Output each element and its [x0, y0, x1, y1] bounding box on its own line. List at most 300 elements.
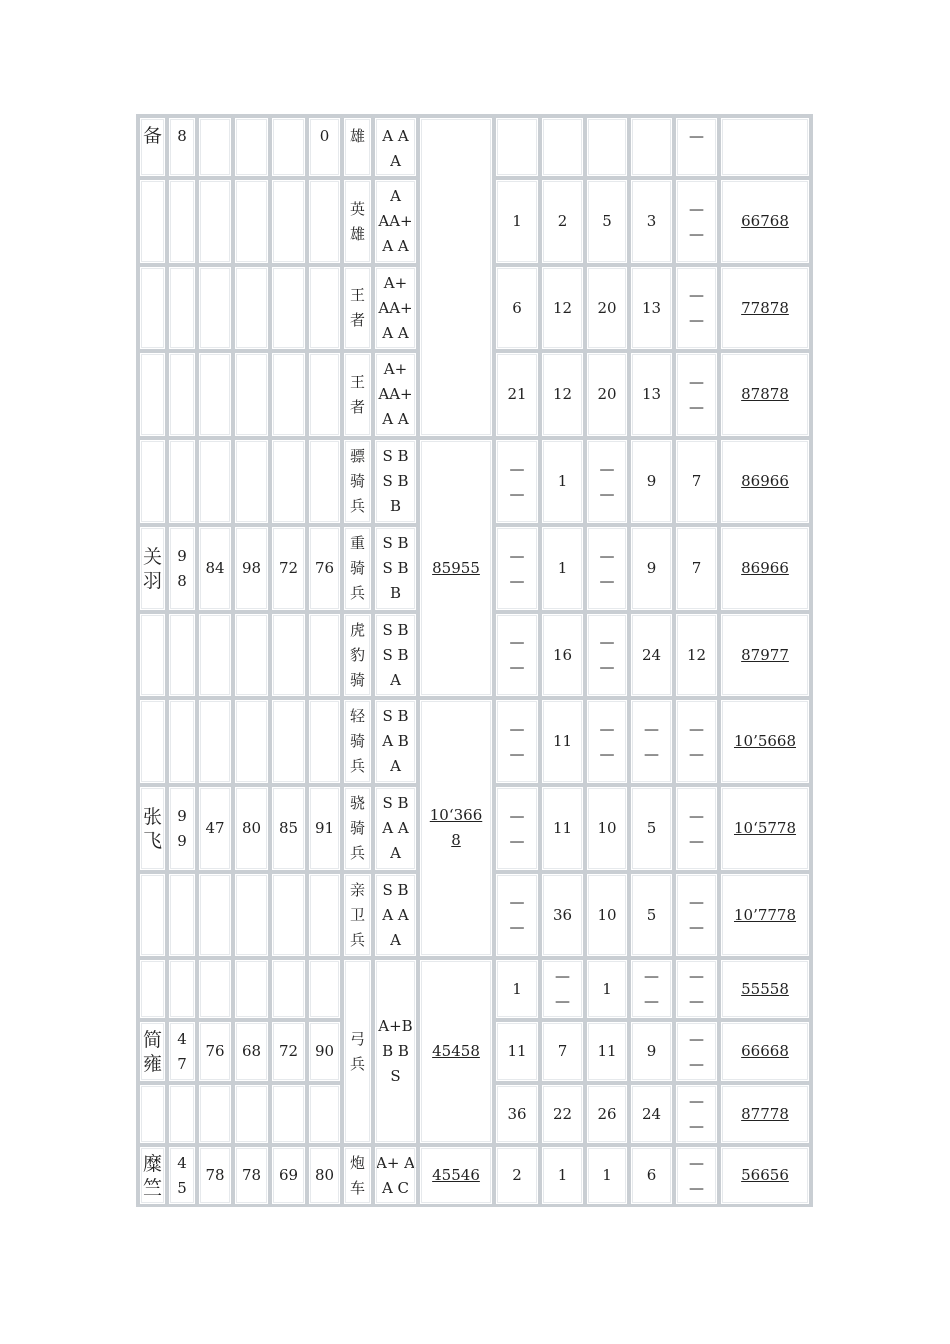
stat-cell	[540, 1083, 585, 1145]
stat-cell-text: 11	[507, 1042, 527, 1060]
unit-name-text: 亲 卫 兵	[349, 880, 365, 949]
stat-cell	[629, 612, 674, 698]
empty-cell	[270, 612, 307, 698]
empty-cell	[233, 351, 270, 438]
general-name-text: 备	[142, 125, 162, 147]
empty-cell	[233, 1083, 270, 1145]
attr-cell	[270, 116, 307, 178]
unit-value[interactable]	[719, 872, 811, 958]
unit-value-text[interactable]: 10‘5778	[733, 819, 797, 837]
unit-cost[interactable]	[418, 698, 494, 958]
attr-cell-text: 69	[278, 1166, 299, 1184]
stat-cell-text: 36	[507, 1104, 527, 1123]
unit-name-text: 重 骑 兵	[349, 534, 365, 602]
unit-value-text[interactable]: 77878	[741, 298, 789, 317]
attr-cell	[307, 1020, 342, 1083]
stat-cell	[540, 116, 585, 178]
stat-cell-text: — —	[689, 286, 704, 329]
stat-cell	[494, 351, 540, 438]
unit-grades	[373, 612, 418, 698]
stat-cell-text: — —	[599, 459, 615, 503]
empty-cell	[167, 612, 197, 698]
stat-cell	[540, 698, 585, 785]
stat-cell	[629, 698, 674, 785]
empty-cell	[138, 612, 167, 698]
stat-cell	[629, 1145, 674, 1206]
unit-cost-text[interactable]: 45546	[432, 1166, 480, 1184]
unit-cost[interactable]	[418, 438, 494, 698]
empty-cell	[233, 872, 270, 958]
attr-cell-text: 78	[241, 1166, 262, 1184]
stat-cell-text: 1	[602, 979, 612, 998]
unit-value[interactable]	[719, 1145, 811, 1206]
attr-cell	[197, 116, 233, 178]
empty-cell	[307, 265, 342, 351]
unit-name	[342, 958, 373, 1145]
general-name-text: 关 羽	[142, 545, 162, 592]
unit-grades	[373, 438, 418, 525]
unit-value-text[interactable]: 56656	[741, 1166, 789, 1184]
general-name	[138, 116, 167, 178]
stat-cell-text: — —	[509, 633, 525, 676]
stat-cell	[629, 1083, 674, 1145]
stat-cell	[494, 1020, 540, 1083]
stat-cell	[585, 265, 629, 351]
unit-cost-text[interactable]: 45458	[432, 1042, 480, 1060]
unit-value-text[interactable]: 10’7778	[733, 905, 797, 924]
attr-cell	[270, 1145, 307, 1206]
unit-value-text[interactable]: 87778	[741, 1104, 789, 1123]
stat-cell-text: 2	[512, 1166, 522, 1184]
stat-cell-text: — —	[599, 546, 615, 590]
unit-name	[342, 116, 373, 178]
stat-cell-text: 12	[552, 385, 573, 403]
unit-name-text: 雄	[349, 127, 365, 145]
empty-cell	[138, 1083, 167, 1145]
attr-cell-text: 91	[314, 819, 335, 837]
stat-cell	[674, 1145, 719, 1206]
empty-cell	[167, 438, 197, 525]
stat-cell	[585, 1145, 629, 1206]
attr-cell	[307, 1145, 342, 1206]
attr-cell-text: 72	[278, 559, 299, 577]
unit-name-text: 弓 兵	[349, 1029, 365, 1073]
stat-cell	[540, 785, 585, 872]
attr-cell-text: 98	[241, 559, 262, 577]
attr-cell-text: 76	[205, 1042, 225, 1060]
stat-cell-text: — —	[689, 1029, 704, 1073]
stat-cell-text: — —	[509, 893, 525, 936]
stat-cell-text: —	[689, 127, 704, 145]
stat-cell	[585, 698, 629, 785]
stat-cell	[629, 525, 674, 612]
attr-cell	[307, 525, 342, 612]
general-name-text: 张 飞	[142, 805, 162, 852]
stat-cell-text: 11	[552, 732, 573, 750]
attr-cell-text: 9 9	[177, 806, 187, 850]
stat-cell-text: — —	[689, 1153, 704, 1197]
stat-cell	[494, 116, 540, 178]
stat-cell-text: 21	[507, 385, 527, 403]
empty-cell	[233, 612, 270, 698]
stat-cell-text: 1	[512, 212, 522, 230]
stat-cell	[494, 1145, 540, 1206]
stat-cell	[585, 958, 629, 1020]
stat-cell-text: 5	[646, 905, 657, 924]
attr-cell-text: 68	[241, 1042, 262, 1060]
stat-cell	[540, 1145, 585, 1206]
unit-name	[342, 438, 373, 525]
unit-name-text: 王 者	[349, 286, 365, 329]
stat-cell-text: — —	[689, 893, 704, 936]
stat-cell	[494, 525, 540, 612]
stat-cell-text: — —	[599, 719, 615, 763]
stat-cell	[494, 1083, 540, 1145]
attr-cell	[197, 785, 233, 872]
empty-cell	[307, 958, 342, 1020]
stat-cell-text: — —	[555, 967, 570, 1010]
empty-cell	[270, 178, 307, 265]
unit-value[interactable]	[719, 612, 811, 698]
unit-value-text[interactable]: 87977	[741, 645, 789, 664]
empty-cell	[197, 872, 233, 958]
stat-cell	[674, 612, 719, 698]
stat-cell-text: 7	[691, 472, 702, 490]
stat-cell	[494, 698, 540, 785]
attr-cell-text: 90	[314, 1042, 335, 1060]
attr-cell-text: 4 7	[177, 1029, 187, 1073]
unit-grades-text: A AA+ A A	[378, 187, 413, 255]
empty-cell	[270, 958, 307, 1020]
unit-value[interactable]	[719, 1083, 811, 1145]
unit-name	[342, 351, 373, 438]
empty-cell	[197, 612, 233, 698]
empty-cell	[167, 958, 197, 1020]
stat-cell-text: — —	[509, 719, 525, 763]
unit-value[interactable]	[719, 351, 811, 438]
attr-cell-text: 78	[205, 1166, 225, 1184]
unit-grades	[373, 351, 418, 438]
empty-cell	[197, 958, 233, 1020]
stat-cell-text: 24	[641, 1104, 662, 1123]
unit-name	[342, 265, 373, 351]
stat-cell	[585, 785, 629, 872]
stat-cell-text: — —	[599, 633, 615, 676]
attr-cell-text: 76	[314, 559, 335, 577]
stat-cell	[494, 438, 540, 525]
stat-cell	[674, 351, 719, 438]
attr-cell	[233, 525, 270, 612]
empty-cell	[167, 698, 197, 785]
stat-cell	[629, 265, 674, 351]
stat-cell	[674, 958, 719, 1020]
unit-grades	[373, 698, 418, 785]
unit-value[interactable]	[719, 785, 811, 872]
stat-cell-text: 1	[557, 472, 568, 490]
unit-name-text: 炮 车	[349, 1153, 365, 1197]
stat-cell-text: 10	[597, 905, 617, 924]
empty-cell	[167, 1083, 197, 1145]
empty-cell	[197, 1083, 233, 1145]
unit-value-text[interactable]: 66668	[741, 1042, 789, 1060]
unit-cost-text[interactable]: 10‘366 8	[429, 806, 483, 849]
empty-cell	[138, 872, 167, 958]
unit-grades-text: S B A A A	[382, 794, 409, 862]
empty-cell	[307, 612, 342, 698]
stat-cell	[540, 1020, 585, 1083]
stat-cell-text: 22	[552, 1104, 573, 1123]
stat-cell-text: — —	[644, 967, 659, 1010]
empty-cell	[197, 178, 233, 265]
empty-cell	[138, 958, 167, 1020]
attr-cell	[233, 116, 270, 178]
unit-value[interactable]	[719, 178, 811, 265]
stat-cell-text: 9	[646, 472, 657, 490]
stat-cell	[494, 785, 540, 872]
empty-cell	[270, 872, 307, 958]
unit-value[interactable]	[719, 1020, 811, 1083]
unit-name	[342, 178, 373, 265]
unit-grades-text: A+ AA+ A A	[378, 273, 413, 342]
stat-cell	[585, 116, 629, 178]
stat-cell	[585, 525, 629, 612]
unit-name-text: 骠 骑 兵	[349, 447, 365, 515]
empty-cell	[167, 351, 197, 438]
stat-cell	[540, 872, 585, 958]
stat-cell-text: 20	[597, 385, 617, 403]
empty-cell	[307, 1083, 342, 1145]
unit-value-text[interactable]: 55558	[741, 979, 789, 998]
unit-name-text: 英 雄	[349, 199, 365, 243]
attr-cell	[233, 1145, 270, 1206]
stat-cell-text: 26	[597, 1104, 617, 1123]
general-name	[138, 1020, 167, 1083]
stat-cell-text: 6	[512, 298, 522, 317]
empty-cell	[197, 438, 233, 525]
attr-cell-text: 84	[205, 559, 225, 577]
stat-cell	[585, 438, 629, 525]
stat-cell	[674, 1083, 719, 1145]
unit-cost	[418, 116, 494, 438]
attr-cell	[307, 785, 342, 872]
stat-cell	[494, 872, 540, 958]
empty-cell	[197, 698, 233, 785]
unit-grades	[373, 116, 418, 178]
attr-cell	[197, 1145, 233, 1206]
unit-name-text: 虎 豹 骑	[349, 620, 365, 689]
stat-cell	[674, 785, 719, 872]
stat-cell-text: 13	[641, 385, 662, 403]
unit-grades-text: A A A	[382, 127, 409, 170]
unit-value[interactable]	[719, 525, 811, 612]
attr-cell	[270, 525, 307, 612]
empty-cell	[307, 351, 342, 438]
unit-name	[342, 872, 373, 958]
unit-value-text[interactable]: 66768	[741, 212, 789, 230]
stat-cell	[674, 525, 719, 612]
attr-cell-text: 8	[177, 127, 187, 145]
stat-cell-text: 9	[646, 1042, 657, 1060]
stat-cell-text: — —	[509, 546, 525, 590]
unit-value[interactable]	[719, 116, 811, 178]
stat-cell	[674, 116, 719, 178]
unit-name	[342, 525, 373, 612]
empty-cell	[138, 351, 167, 438]
stat-cell	[494, 178, 540, 265]
attr-cell	[167, 525, 197, 612]
unit-value-text[interactable]: 87878	[741, 385, 789, 403]
attr-cell-text: 47	[205, 819, 225, 837]
unit-grades	[373, 1145, 418, 1206]
stat-cell	[585, 1083, 629, 1145]
empty-cell	[138, 438, 167, 525]
stat-cell	[540, 612, 585, 698]
attr-cell	[197, 525, 233, 612]
unit-grades-text: S B S B B	[382, 447, 409, 515]
stat-cell-text: 12	[686, 645, 707, 664]
stat-cell-text: — —	[689, 1092, 704, 1135]
unit-name-text: 骁 骑 兵	[349, 794, 365, 862]
stat-cell	[585, 178, 629, 265]
unit-value-text[interactable]: 86966	[741, 559, 789, 577]
stat-cell	[674, 178, 719, 265]
attr-cell-text: 9 8	[177, 546, 187, 590]
empty-cell	[233, 178, 270, 265]
attr-cell	[167, 1145, 197, 1206]
empty-cell	[233, 265, 270, 351]
empty-cell	[233, 958, 270, 1020]
unit-grades-text: S B S B A	[382, 620, 409, 689]
general-name	[138, 785, 167, 872]
stat-cell-text: 11	[597, 1042, 617, 1060]
stat-cell	[494, 958, 540, 1020]
unit-grades	[373, 785, 418, 872]
unit-name	[342, 698, 373, 785]
stat-cell	[540, 958, 585, 1020]
attr-cell	[307, 116, 342, 178]
stat-cell-text: 5	[646, 819, 657, 837]
attr-cell	[270, 785, 307, 872]
unit-cost-text[interactable]: 85955	[432, 558, 480, 577]
stat-cell-text: 1	[602, 1166, 612, 1184]
empty-cell	[307, 872, 342, 958]
unit-value[interactable]	[719, 438, 811, 525]
stat-cell	[540, 438, 585, 525]
stat-cell-text: 1	[557, 559, 568, 577]
stat-cell	[585, 1020, 629, 1083]
unit-value[interactable]	[719, 958, 811, 1020]
unit-name	[342, 1145, 373, 1206]
stat-cell	[585, 872, 629, 958]
unit-cost[interactable]	[418, 958, 494, 1145]
stat-cell	[674, 265, 719, 351]
stat-cell	[540, 265, 585, 351]
stat-cell-text: 7	[691, 559, 702, 577]
attr-cell	[233, 785, 270, 872]
stat-cell-text: 7	[557, 1042, 568, 1060]
stat-cell-text: 6	[646, 1166, 657, 1184]
attr-cell	[167, 1020, 197, 1083]
unit-value-text[interactable]: 86966	[741, 472, 789, 490]
unit-grades	[373, 958, 418, 1145]
empty-cell	[270, 698, 307, 785]
stat-cell-text: 24	[641, 645, 662, 664]
stat-cell	[540, 178, 585, 265]
stat-cell-text: 13	[641, 298, 662, 317]
empty-cell	[233, 698, 270, 785]
stat-cell	[629, 438, 674, 525]
unit-value[interactable]	[719, 698, 811, 785]
attr-cell	[197, 1020, 233, 1083]
stat-cell	[494, 612, 540, 698]
general-name-text: 简 雍	[142, 1028, 162, 1075]
empty-cell	[270, 1083, 307, 1145]
unit-name-text: 王 者	[349, 372, 365, 416]
empty-cell	[270, 351, 307, 438]
stat-cell-text: — —	[689, 806, 704, 850]
unit-name-text: 轻 骑 兵	[349, 707, 365, 775]
unit-grades	[373, 265, 418, 351]
unit-grades-text: S B A B A	[382, 707, 409, 775]
unit-value[interactable]	[719, 265, 811, 351]
stat-cell-text: 1	[512, 979, 522, 998]
stat-cell-text: 3	[646, 212, 657, 230]
stat-cell-text: 5	[602, 212, 612, 230]
attr-cell	[167, 785, 197, 872]
stat-cell-text: — —	[689, 967, 704, 1010]
stat-cell-text: 36	[552, 905, 573, 924]
empty-cell	[138, 265, 167, 351]
unit-grades-text: S B S B B	[382, 534, 409, 602]
stat-cell-text: 10	[597, 819, 617, 837]
stat-cell-text: — —	[689, 719, 704, 763]
stat-cell	[540, 351, 585, 438]
empty-cell	[138, 178, 167, 265]
unit-cost[interactable]	[418, 1145, 494, 1206]
empty-cell	[307, 698, 342, 785]
unit-grades-text: A+ A A C	[375, 1153, 415, 1197]
stat-cell-text: — —	[509, 806, 525, 850]
stat-cell	[674, 438, 719, 525]
general-name	[138, 525, 167, 612]
stat-cell-text: — —	[509, 459, 525, 503]
unit-grades-text: S B A A A	[382, 880, 409, 949]
stat-cell	[629, 785, 674, 872]
unit-name	[342, 785, 373, 872]
attr-cell-text: 0	[319, 127, 330, 145]
stat-cell	[629, 178, 674, 265]
stat-cell-text: — —	[689, 199, 704, 243]
stat-cell	[585, 351, 629, 438]
stat-cell	[629, 351, 674, 438]
unit-grades-text: A+B B B S	[378, 1017, 413, 1085]
empty-cell	[307, 438, 342, 525]
attr-cell	[233, 1020, 270, 1083]
unit-grades	[373, 178, 418, 265]
attr-cell	[270, 1020, 307, 1083]
stat-cell	[674, 698, 719, 785]
stat-cell	[674, 1020, 719, 1083]
unit-value-text[interactable]: 10’5668	[733, 732, 797, 750]
empty-cell	[233, 438, 270, 525]
attr-cell-text: 80	[314, 1166, 335, 1184]
unit-grades-text: A+ AA+ A A	[378, 360, 413, 428]
empty-cell	[270, 438, 307, 525]
stat-cell	[629, 1020, 674, 1083]
attr-cell-text: 72	[278, 1042, 299, 1060]
unit-grades	[373, 872, 418, 958]
stat-cell	[629, 116, 674, 178]
